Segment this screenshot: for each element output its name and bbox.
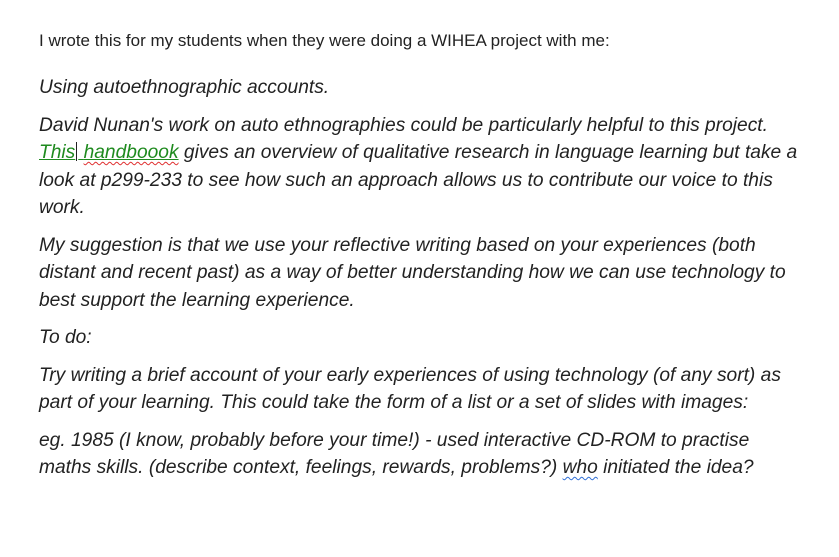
- grammar-flagged-word[interactable]: who: [562, 457, 598, 478]
- text-cursor: [76, 142, 77, 161]
- misspelled-word[interactable]: handboook: [83, 142, 179, 163]
- paragraph-text: gives an overview of qualitative research in language learning but take a look at p299-233 to see how such an approach allows us to contribute our voice to this work.: [39, 142, 798, 218]
- link-word-this: This: [39, 142, 76, 163]
- paragraph-text: initiated the idea?: [597, 457, 754, 478]
- paragraph-nunan: [39, 112, 803, 222]
- paragraph-task: Try writing a brief account of your early experiences of using technology (of any sort) as part of your learning. This could take the form of a list or a set of slides with images:: [39, 364, 781, 413]
- section-heading: Using autoethnographic accounts.: [39, 77, 330, 98]
- paragraph-text: David Nunan's work on auto ethnographies could be particularly helpful to this project.: [39, 114, 768, 136]
- intro-line: I wrote this for my students when they were doing a WIHEA project with me:: [39, 31, 610, 50]
- todo-label: To do:: [39, 327, 92, 348]
- handbook-link[interactable]: [39, 142, 179, 163]
- paragraph-suggestion: My suggestion is that we use your reflective writing based on your experiences (both distant and recent past) as a way of better understanding how we can use technology to best support the learning experience.: [39, 234, 786, 311]
- paragraph-text: eg. 1985 (I know, probably before your time!) - used interactive CD-ROM to practise maths skills. (describe context, feelings, rewards, problems?): [39, 429, 750, 478]
- paragraph-example: [39, 427, 803, 482]
